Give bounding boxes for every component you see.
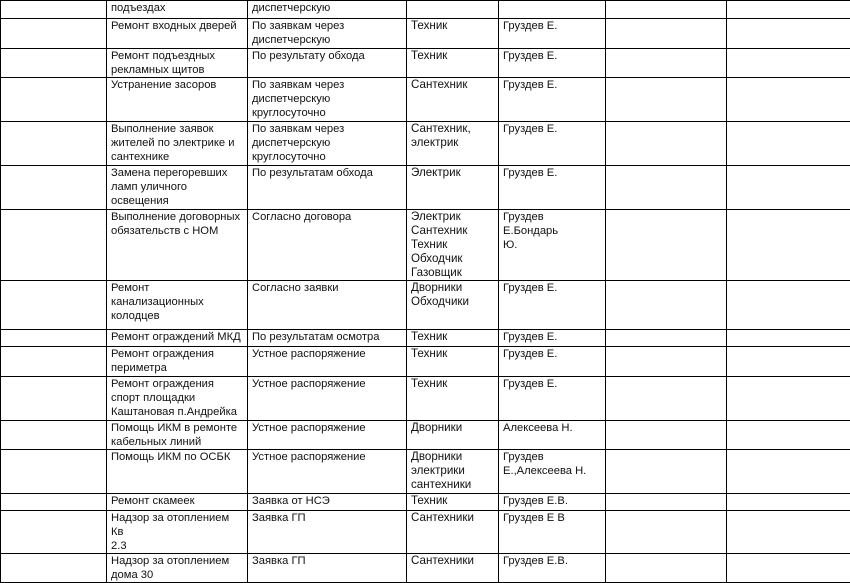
table-row	[1, 330, 850, 347]
table-row	[1, 19, 850, 49]
responsible-cell: Груздев Е.В.	[499, 554, 606, 583]
empty-cell	[727, 330, 850, 347]
work-cell: Выполнение договорных обязательств с НОМ	[107, 210, 248, 281]
empty-cell	[1, 494, 107, 511]
table-row	[1, 377, 850, 421]
work-cell: Устранение засоров	[107, 78, 248, 122]
performer-cell	[407, 1, 499, 19]
work-cell: Замена перегоревших ламп уличного освещения	[107, 166, 248, 210]
responsible-cell: Груздев Е.	[499, 166, 606, 210]
basis-cell: Устное распоряжение	[248, 450, 407, 494]
table-row	[1, 49, 850, 78]
empty-cell	[606, 421, 727, 450]
basis-cell: Заявка ГП	[248, 511, 407, 554]
responsible-cell	[499, 1, 606, 19]
empty-cell	[606, 1, 727, 19]
table-row	[1, 421, 850, 450]
responsible-cell: Алексеева Н.	[499, 421, 606, 450]
empty-cell	[1, 19, 107, 49]
responsible-cell: Груздев Е.	[499, 347, 606, 377]
table-row	[1, 78, 850, 122]
basis-cell: Устное распоряжение	[248, 421, 407, 450]
performer-cell: Техник	[407, 377, 499, 421]
basis-cell: Устное распоряжение	[248, 377, 407, 421]
table-row	[1, 281, 850, 330]
performer-cell: Электрик Сантехник Техник Обходчик Газовщик	[407, 210, 499, 281]
work-cell: Выполнение заявок жителей по электрике и сантехнике	[107, 122, 248, 166]
empty-cell	[606, 554, 727, 583]
responsible-cell: Груздев Е.	[499, 122, 606, 166]
performer-cell: Сантехник, электрик	[407, 122, 499, 166]
empty-cell	[727, 49, 850, 78]
empty-cell	[727, 78, 850, 122]
basis-cell: По результатам осмотра	[248, 330, 407, 347]
empty-cell	[1, 281, 107, 330]
work-cell: Помощь ИКМ в ремонте кабельных линий	[107, 421, 248, 450]
empty-cell	[727, 166, 850, 210]
empty-cell	[727, 281, 850, 330]
work-cell: Ремонт ограждения спорт площадки Каштановая п.Андрейка	[107, 377, 248, 421]
basis-cell: По результату обхода	[248, 49, 407, 78]
empty-cell	[606, 210, 727, 281]
performer-cell: Техник	[407, 19, 499, 49]
work-cell: Ремонт входных дверей	[107, 19, 248, 49]
basis-cell: По заявкам через диспетчерскую	[248, 19, 407, 49]
empty-cell	[606, 19, 727, 49]
table-row	[1, 1, 850, 19]
table-row	[1, 511, 850, 554]
empty-cell	[606, 347, 727, 377]
empty-cell	[1, 511, 107, 554]
performer-cell: Сантехники	[407, 554, 499, 583]
responsible-cell: Груздев Е.	[499, 377, 606, 421]
work-cell: Ремонт подъездных рекламных щитов	[107, 49, 248, 78]
empty-cell	[606, 122, 727, 166]
empty-cell	[1, 210, 107, 281]
table-row	[1, 122, 850, 166]
basis-cell: По результатам обхода	[248, 166, 407, 210]
basis-cell: диспетчерскую	[248, 1, 407, 19]
empty-cell	[1, 377, 107, 421]
empty-cell	[1, 554, 107, 583]
basis-cell: По заявкам через диспетчерскую круглосуточно	[248, 78, 407, 122]
table-row	[1, 494, 850, 511]
empty-cell	[1, 78, 107, 122]
work-cell: Надзор за отоплением дома 30	[107, 554, 248, 583]
work-cell: Ремонт ограждений МКД	[107, 330, 248, 347]
responsible-cell: Груздев Е.Бондарь Ю.	[499, 210, 606, 281]
empty-cell	[1, 49, 107, 78]
performer-cell: Дворники Обходчики	[407, 281, 499, 330]
empty-cell	[1, 450, 107, 494]
responsible-cell: Груздев Е.В.	[499, 494, 606, 511]
empty-cell	[727, 377, 850, 421]
table-row	[1, 554, 850, 583]
empty-cell	[727, 1, 850, 19]
empty-cell	[727, 210, 850, 281]
empty-cell	[1, 122, 107, 166]
empty-cell	[606, 78, 727, 122]
basis-cell: Заявка от НСЭ	[248, 494, 407, 511]
empty-cell	[606, 511, 727, 554]
responsible-cell: Груздев Е.,Алексеева Н.	[499, 450, 606, 494]
table-row	[1, 210, 850, 281]
empty-cell	[727, 19, 850, 49]
empty-cell	[1, 1, 107, 19]
performer-cell: Сантехник	[407, 78, 499, 122]
work-cell: Надзор за отоплением Кв 2.3	[107, 511, 248, 554]
table-row	[1, 347, 850, 377]
empty-cell	[1, 421, 107, 450]
basis-cell: Согласно заявки	[248, 281, 407, 330]
table-row	[1, 166, 850, 210]
table-row	[1, 450, 850, 494]
basis-cell: Устное распоряжение	[248, 347, 407, 377]
performer-cell: Техник	[407, 494, 499, 511]
performer-cell: Техник	[407, 49, 499, 78]
basis-cell: Заявка ГП	[248, 554, 407, 583]
empty-cell	[727, 494, 850, 511]
performer-cell: Сантехники	[407, 511, 499, 554]
responsible-cell: Груздев Е.	[499, 19, 606, 49]
responsible-cell: Груздев Е.	[499, 49, 606, 78]
work-cell: подъездах	[107, 1, 248, 19]
empty-cell	[606, 330, 727, 347]
empty-cell	[727, 554, 850, 583]
basis-cell: По заявкам через диспетчерскую круглосуточно	[248, 122, 407, 166]
empty-cell	[727, 122, 850, 166]
empty-cell	[727, 450, 850, 494]
work-cell: Помощь ИКМ по ОСБК	[107, 450, 248, 494]
work-cell: Ремонт скамеек	[107, 494, 248, 511]
basis-cell: Согласно договора	[248, 210, 407, 281]
empty-cell	[727, 511, 850, 554]
performer-cell: Дворники	[407, 421, 499, 450]
performer-cell: Техник	[407, 347, 499, 377]
empty-cell	[606, 494, 727, 511]
performer-cell: Техник	[407, 330, 499, 347]
work-cell: Ремонт канализационных колодцев	[107, 281, 248, 330]
empty-cell	[1, 166, 107, 210]
empty-cell	[1, 347, 107, 377]
work-cell: Ремонт ограждения периметра	[107, 347, 248, 377]
performer-cell: Электрик	[407, 166, 499, 210]
empty-cell	[606, 450, 727, 494]
performer-cell: Дворники электрики сантехники	[407, 450, 499, 494]
empty-cell	[1, 330, 107, 347]
empty-cell	[606, 49, 727, 78]
responsible-cell: Груздев Е.	[499, 281, 606, 330]
empty-cell	[606, 377, 727, 421]
empty-cell	[727, 421, 850, 450]
responsible-cell: Груздев Е В	[499, 511, 606, 554]
responsible-cell: Груздев Е.	[499, 330, 606, 347]
responsible-cell: Груздев Е.	[499, 78, 606, 122]
empty-cell	[606, 166, 727, 210]
empty-cell	[606, 281, 727, 330]
empty-cell	[727, 347, 850, 377]
